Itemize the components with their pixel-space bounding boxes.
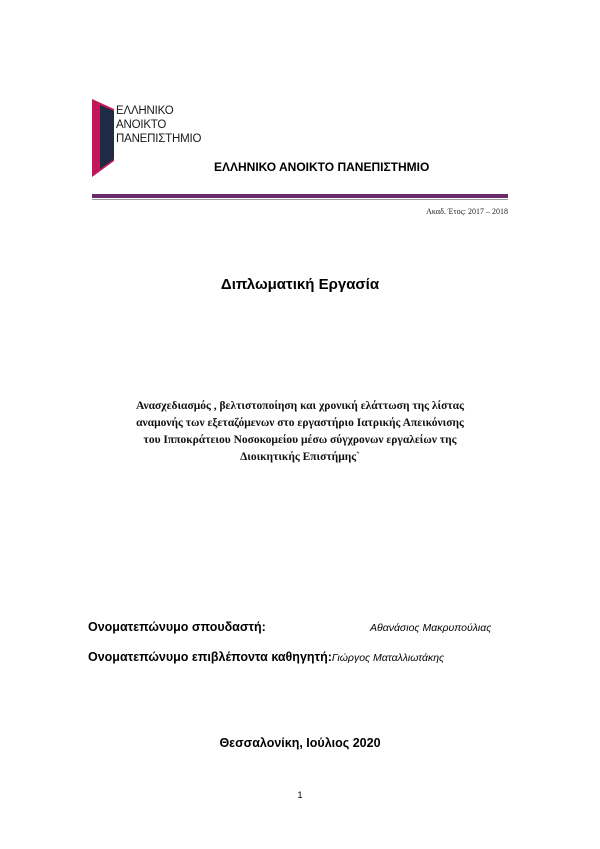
logo-wordmark [116, 104, 201, 146]
supervisor-label: Ονοματεπώνυμο επιβλέποντα καθηγητή: [88, 650, 332, 664]
student-row [88, 620, 492, 634]
title-line-4: Διοικητικής Επιστήμης` [240, 451, 360, 463]
student-name: Αθανάσιος Μακρυπούλιας [370, 622, 492, 634]
page-number: 1 [297, 790, 303, 800]
logo-line-1: ΕΛΛΗΝΙΚΟ [116, 105, 174, 117]
header-rule [92, 194, 508, 198]
title-line-1: Ανασχεδιασμός , βελτιστοποίηση και χρονική ελάττωση της λίστας [136, 400, 464, 412]
title-line-3: του Ιπποκράτειου Νοσοκομείου μέσω σύγχρονων εργαλείων της [143, 434, 457, 446]
thesis-title [90, 398, 510, 466]
title-line-2: αναμονής των εξεταζόμενων στο εργαστήριο Ιατρικής Απεικόνισης [136, 417, 464, 429]
supervisor-row [88, 650, 444, 664]
university-name: ΕΛΛΗΝΙΚΟ ΑΝΟΙΚΤΟ ΠΑΝΕΠΙΣΤΗΜΙΟ [214, 160, 430, 174]
logo-line-2: ΑΝΟΙΚΤΟ [116, 119, 167, 131]
logo-navy-shape [100, 105, 114, 169]
location-date: Θεσσαλονίκη, Ιούλιος 2020 [219, 736, 381, 750]
logo-line-3: ΠΑΝΕΠΙΣΤΗΜΙΟ [116, 133, 202, 145]
document-type: Διπλωματική Εργασία [220, 276, 380, 293]
academic-year: Ακαδ. Έτος: 2017 – 2018 [426, 207, 508, 216]
supervisor-name: Γιώργος Ματαλλιωτάκης [331, 652, 445, 664]
student-label: Ονοματεπώνυμο σπουδαστή: [88, 620, 266, 634]
header-rule-thin [92, 199, 508, 200]
